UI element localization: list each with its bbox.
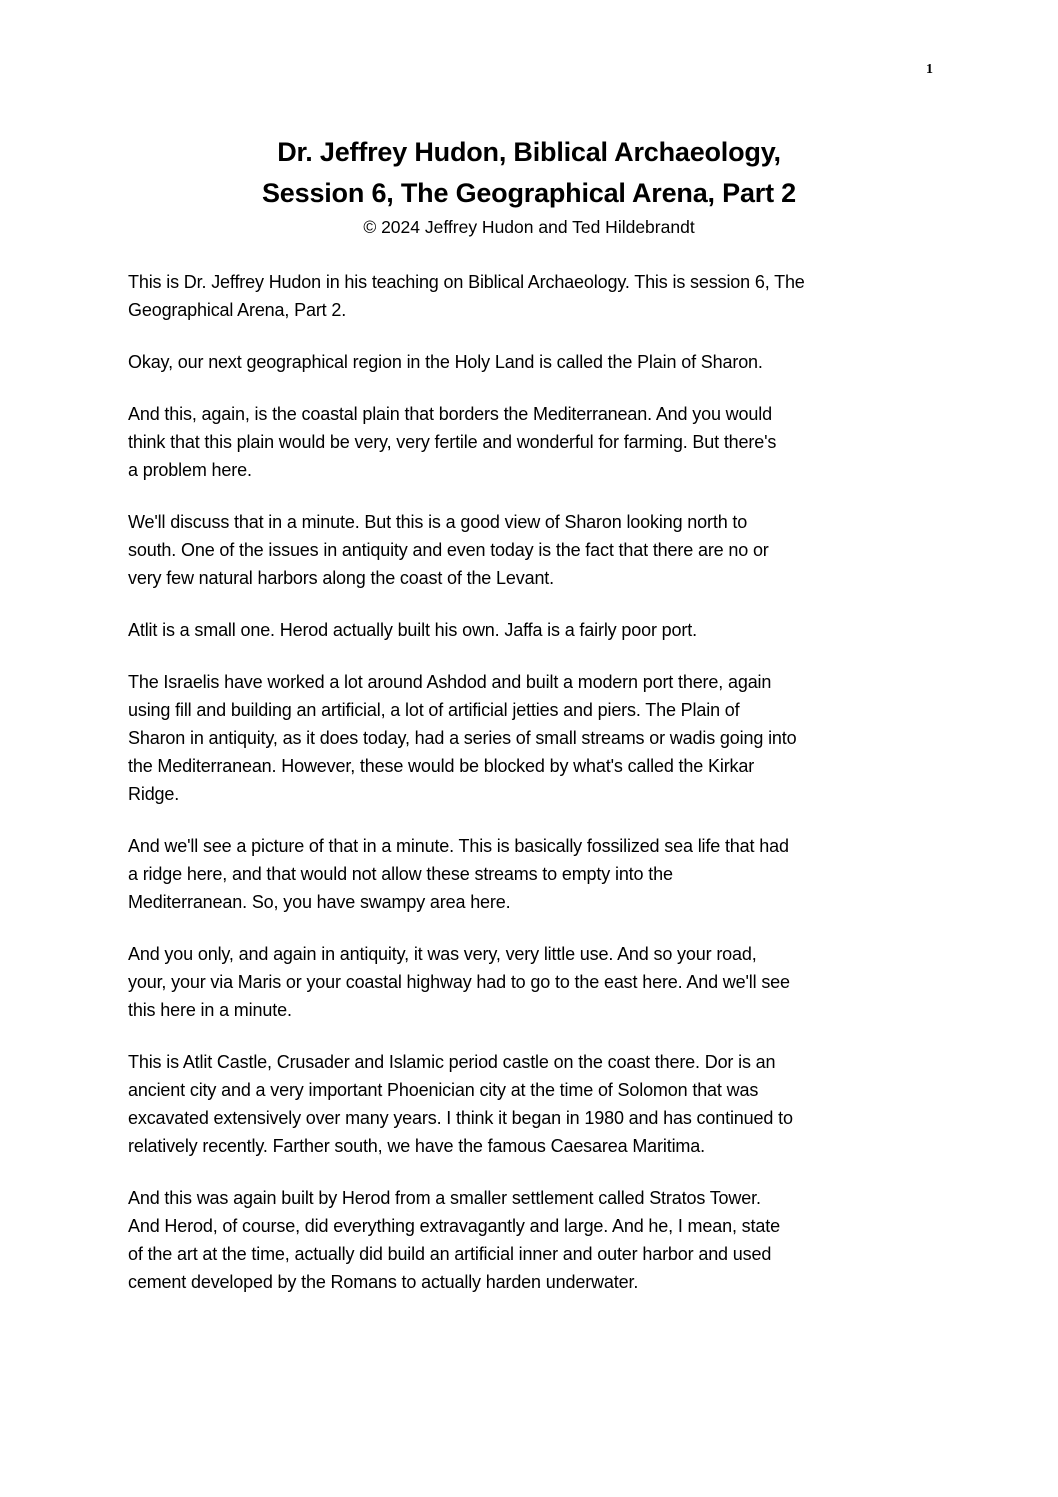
paragraph xyxy=(128,1048,928,1160)
paragraph xyxy=(128,400,928,484)
text-line: a problem here. xyxy=(128,460,252,480)
paragraph xyxy=(128,268,928,324)
paragraph xyxy=(128,832,928,916)
document-header xyxy=(0,132,1058,239)
text-line: Mediterranean. So, you have swampy area here. xyxy=(128,892,511,912)
text-line: Okay, our next geographical region in the Holy Land is called the Plain of Sharon. xyxy=(128,352,763,372)
title-line-1: Dr. Jeffrey Hudon, Biblical Archaeology, xyxy=(277,137,781,167)
text-line: ancient city and a very important Phoenician city at the time of Solomon that was xyxy=(128,1080,759,1100)
text-line: And Herod, of course, did everything extravagantly and large. And he, I mean, state xyxy=(128,1216,780,1236)
text-line: of the art at the time, actually did build an artificial inner and outer harbor and used xyxy=(128,1244,772,1264)
text-line: And you only, and again in antiquity, it was very, very little use. And so your road, xyxy=(128,944,757,964)
text-line: this here in a minute. xyxy=(128,1000,292,1020)
text-line: This is Dr. Jeffrey Hudon in his teaching on Biblical Archaeology. This is session 6, The xyxy=(128,272,805,292)
copyright-notice: © 2024 Jeffrey Hudon and Ted Hildebrandt xyxy=(363,217,695,237)
text-line: Ridge. xyxy=(128,784,180,804)
paragraph xyxy=(128,940,928,1024)
paragraph xyxy=(128,616,928,644)
text-line: Geographical Arena, Part 2. xyxy=(128,300,347,320)
text-line: excavated extensively over many years. I think it began in 1980 and has continued to xyxy=(128,1108,793,1128)
paragraph xyxy=(128,1184,928,1296)
text-line: cement developed by the Romans to actually harden underwater. xyxy=(128,1272,639,1292)
text-line: We'll discuss that in a minute. But this is a good view of Sharon looking north to xyxy=(128,512,748,532)
text-line: relatively recently. Farther south, we have the famous Caesarea Maritima. xyxy=(128,1136,705,1156)
text-line: And this was again built by Herod from a smaller settlement called Stratos Tower. xyxy=(128,1188,761,1208)
text-line: And this, again, is the coastal plain that borders the Mediterranean. And you would xyxy=(128,404,772,424)
transcript-body xyxy=(128,268,928,1320)
paragraph xyxy=(128,348,928,376)
text-line: the Mediterranean. However, these would be blocked by what's called the Kirkar xyxy=(128,756,755,776)
paragraph xyxy=(128,508,928,592)
title-line-2: Session 6, The Geographical Arena, Part 2 xyxy=(262,178,796,208)
text-line: And we'll see a picture of that in a minute. This is basically fossilized sea life that had xyxy=(128,836,789,856)
text-line: using fill and building an artificial, a lot of artificial jetties and piers. The Plain of xyxy=(128,700,740,720)
text-line: south. One of the issues in antiquity and even today is the fact that there are no or xyxy=(128,540,769,560)
text-line: think that this plain would be very, very fertile and wonderful for farming. But there's xyxy=(128,432,777,452)
text-line: The Israelis have worked a lot around Ashdod and built a modern port there, again xyxy=(128,672,772,692)
text-line: Sharon in antiquity, as it does today, had a series of small streams or wadis going into xyxy=(128,728,797,748)
text-line: Atlit is a small one. Herod actually built his own. Jaffa is a fairly poor port. xyxy=(128,620,697,640)
text-line: This is Atlit Castle, Crusader and Islamic period castle on the coast there. Dor is an xyxy=(128,1052,776,1072)
text-line: a ridge here, and that would not allow these streams to empty into the xyxy=(128,864,673,884)
text-line: your, your via Maris or your coastal highway had to go to the east here. And we'll see xyxy=(128,972,790,992)
paragraph xyxy=(128,668,928,808)
text-line: very few natural harbors along the coast of the Levant. xyxy=(128,568,555,588)
page-number: 1 xyxy=(926,62,933,77)
